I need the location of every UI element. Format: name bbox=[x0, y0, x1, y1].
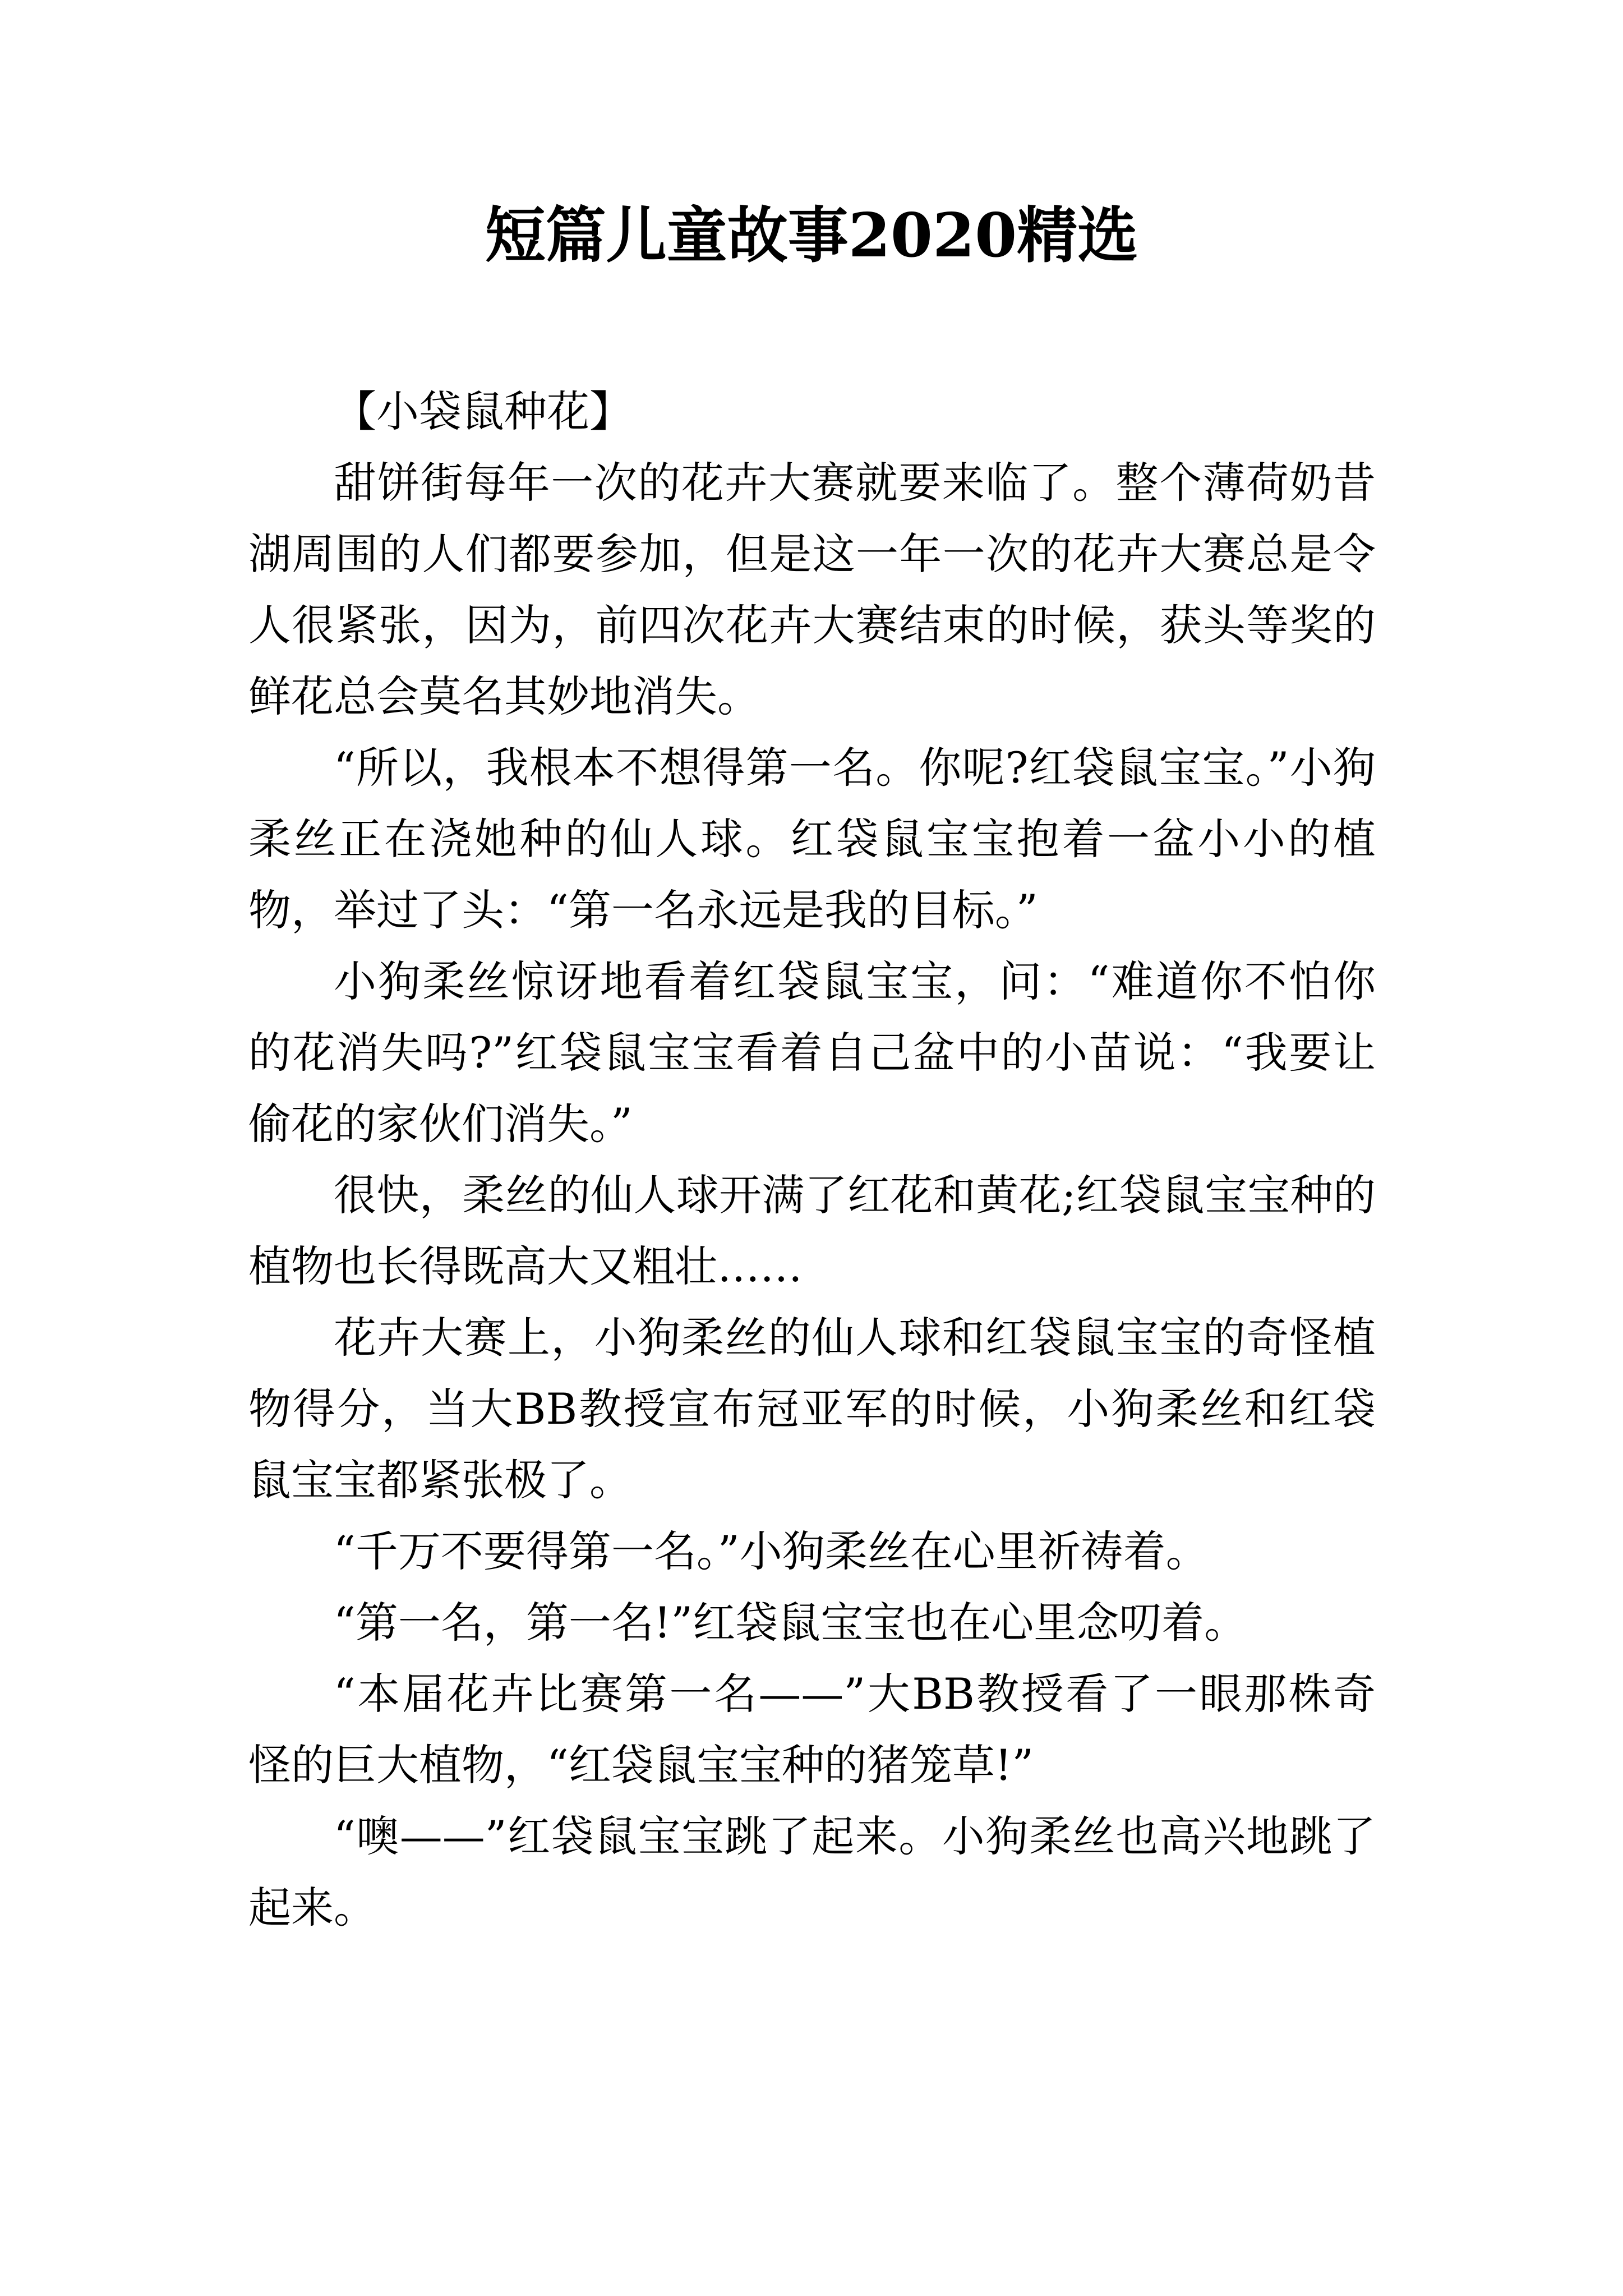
paragraph: “所以，我根本不想得第一名。你呢?红袋鼠宝宝。”小狗柔丝正在浇她种的仙人球。红袋鼠宝宝抱着一盆小小的植物，举过了头：“第一名永远是我的目标。” bbox=[248, 743, 1376, 935]
paragraph: 甜饼街每年一次的花卉大赛就要来临了。整个薄荷奶昔湖周围的人们都要参加，但是这一年一次的花卉大赛总是令人很紧张，因为，前四次花卉大赛结束的时候，获头等奖的鲜花总会莫名其妙地消失。 bbox=[248, 458, 1376, 721]
paragraph: 小狗柔丝惊讶地看着红袋鼠宝宝，问：“难道你不怕你的花消失吗?”红袋鼠宝宝看着自己盆中的小苗说：“我要让偷花的家伙们消失。” bbox=[248, 956, 1376, 1149]
paragraph: 花卉大赛上，小狗柔丝的仙人球和红袋鼠宝宝的奇怪植物得分，当大BB教授宣布冠亚军的时候，小狗柔丝和红袋鼠宝宝都紧张极了。 bbox=[248, 1313, 1376, 1505]
paragraph: “千万不要得第一名。”小狗柔丝在心里祈祷着。 bbox=[334, 1526, 1209, 1576]
document-body bbox=[248, 376, 1376, 1943]
paragraph: “本届花卉比赛第一名——”大BB教授看了一眼那株奇怪的巨大植物，“红袋鼠宝宝种的猪笼草!” bbox=[248, 1669, 1376, 1790]
paragraph: “第一名，第一名!”红袋鼠宝宝也在心里念叨着。 bbox=[334, 1598, 1247, 1648]
document-title: 短篇儿童故事2020精选 bbox=[485, 200, 1138, 271]
paragraph: 很快，柔丝的仙人球开满了红花和黄花;红袋鼠宝宝种的植物也长得既高大又粗壮…… bbox=[248, 1170, 1376, 1291]
story-heading: 【小袋鼠种花】 bbox=[334, 386, 632, 436]
paragraph: “噢——”红袋鼠宝宝跳了起来。小狗柔丝也高兴地跳了起来。 bbox=[248, 1811, 1376, 1932]
